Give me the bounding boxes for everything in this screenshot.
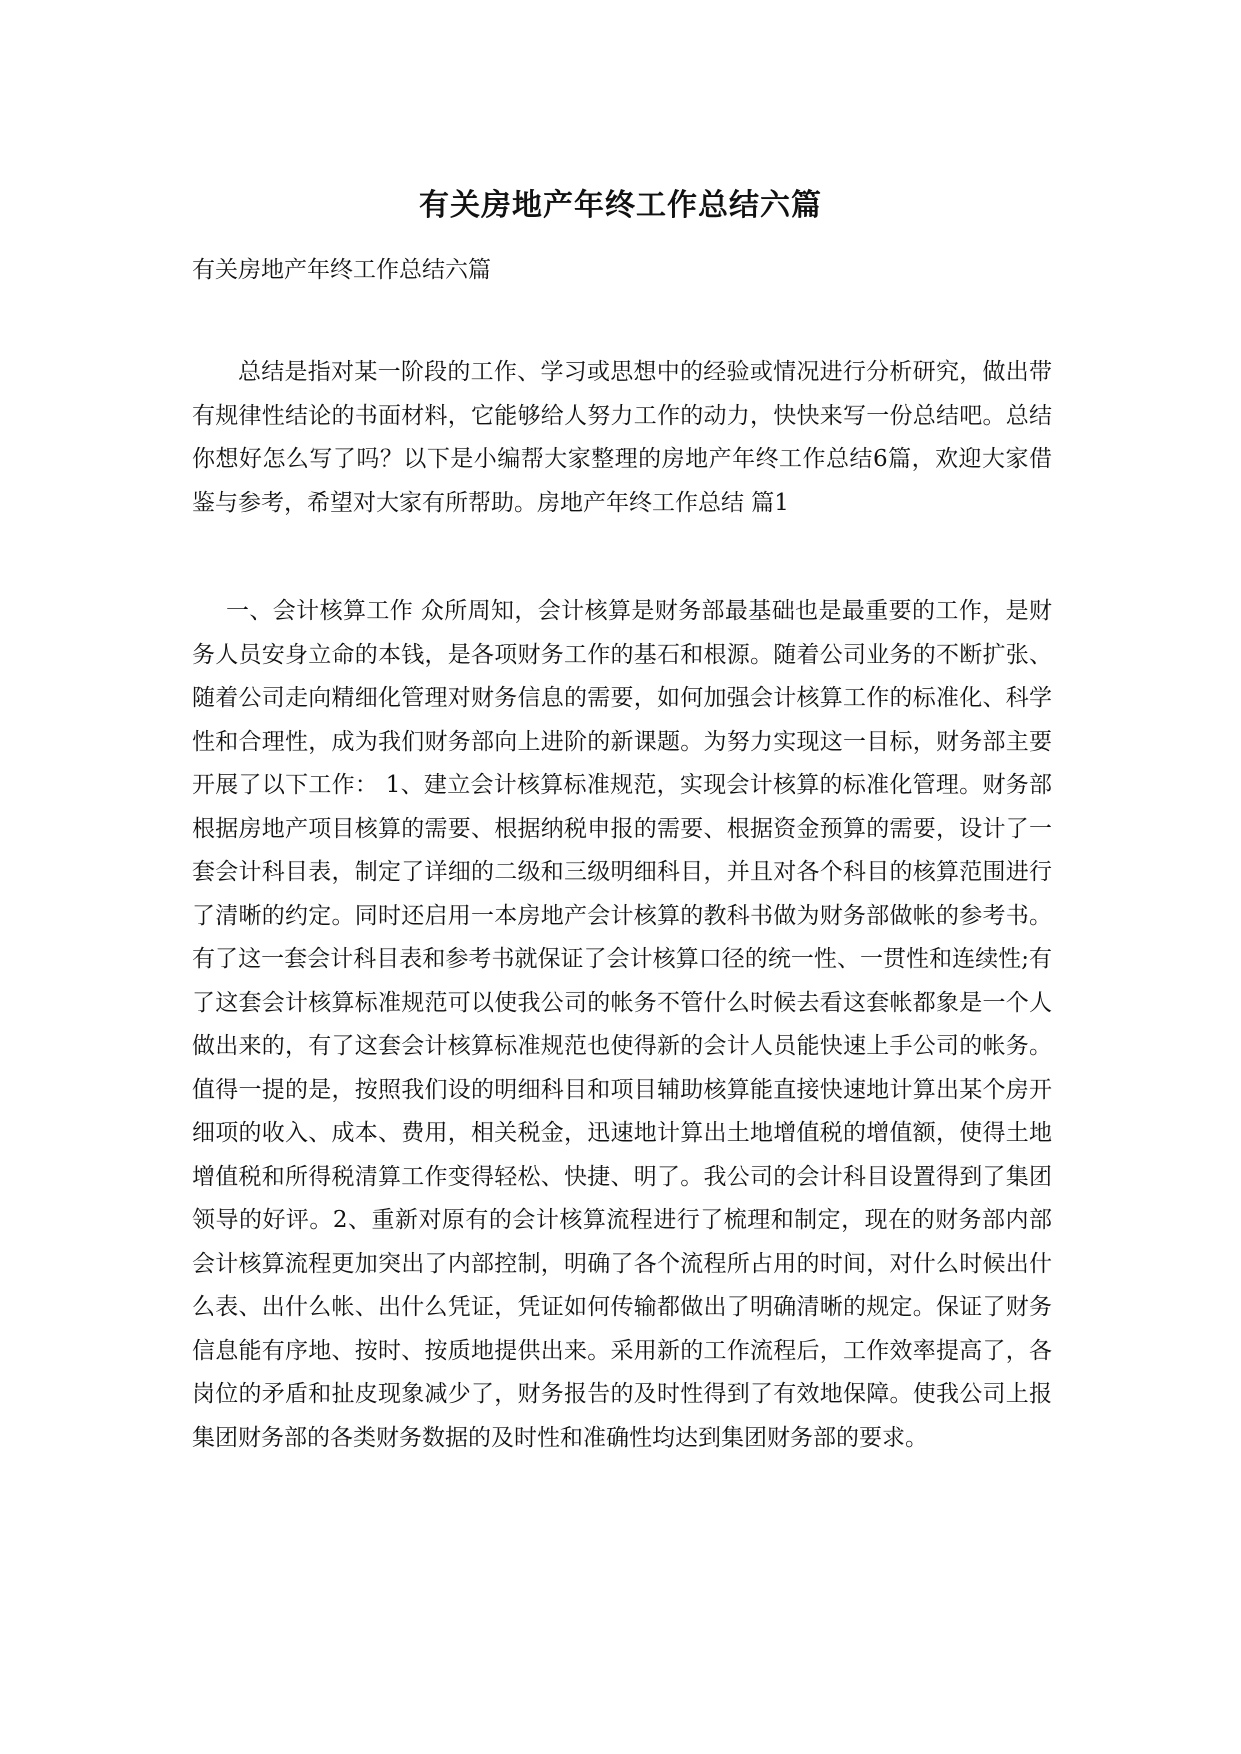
intro-paragraph: 总结是指对某一阶段的工作、学习或思想中的经验或情况进行分析研究，做出带有规律性结论的书面材料，它能够给人努力工作的动力，快快来写一份总结吧。总结你想好怎么写了吗？以下是小编帮大家整理的房地产年终工作总结6篇，欢迎大家借鉴与参考，希望对大家有所帮助。房地产年终工作总结 篇1 — [192, 359, 1052, 516]
accounting-paragraph: 一、会计核算工作 众所周知，会计核算是财务部最基础也是最重要的工作，是财务人员安身立命的本钱，是各项财务工作的基石和根源。随着公司业务的不断扩张、随着公司走向精细化管理对财务信息的需要，如何加强会计核算工作的标准化、科学性和合理性，成为我们财务部向上进阶的新课题。为努力实现这一目标，财务部主要开展了以下工作： 1、建立会计核算标准规范，实现会计核算的标准化管理。财务部根据房地产项目核算的需要、根据纳税申报的需要、根据资金预算的需要，设计了一套会计科目表，制定了详细的二级和三级明细科目，并且对各个科目的核算范围进行了清晰的约定。同时还启用一本房地产会计核算的教科书做为财务部做帐的参考书。有了这一套会计科目表和参考书就保证了会计核算口径的统一性、一贯性和连续性;有了这套会计核算标准规范可以使我公司的帐务不管什么时候去看这套帐都象是一个人做出来的，有了这套会计核算标准规范也使得新的会计人员能快速上手公司的帐务。值得一提的是，按照我们设的明细科目和项目辅助核算能直接快速地计算出某个房开细项的收入、成本、费用，相关税金，迅速地计算出土地增值税的增值额，使得土地增值税和所得税清算工作变得轻松、快捷、明了。我公司的会计科目设置得到了集团领导的好评。2、重新对原有的会计核算流程进行了梳理和制定，现在的财务部内部会计核算流程更加突出了内部控制，明确了各个流程所占用的时间，对什么时候出什么表、出什么帐、出什么凭证，凭证如何传输都做出了明确清晰的规定。保证了财务信息能有序地、按时、按质地提供出来。采用新的工作流程后，工作效率提高了，各岗位的矛盾和扯皮现象减少了，财务报告的及时性得到了有效地保障。使我公司上报集团财务部的各类财务数据的及时性和准确性均达到集团财务部的要求。 — [192, 598, 1052, 1451]
document-subtitle: 有关房地产年终工作总结六篇 — [192, 257, 491, 283]
document-title: 有关房地产年终工作总结六篇 — [419, 188, 822, 223]
